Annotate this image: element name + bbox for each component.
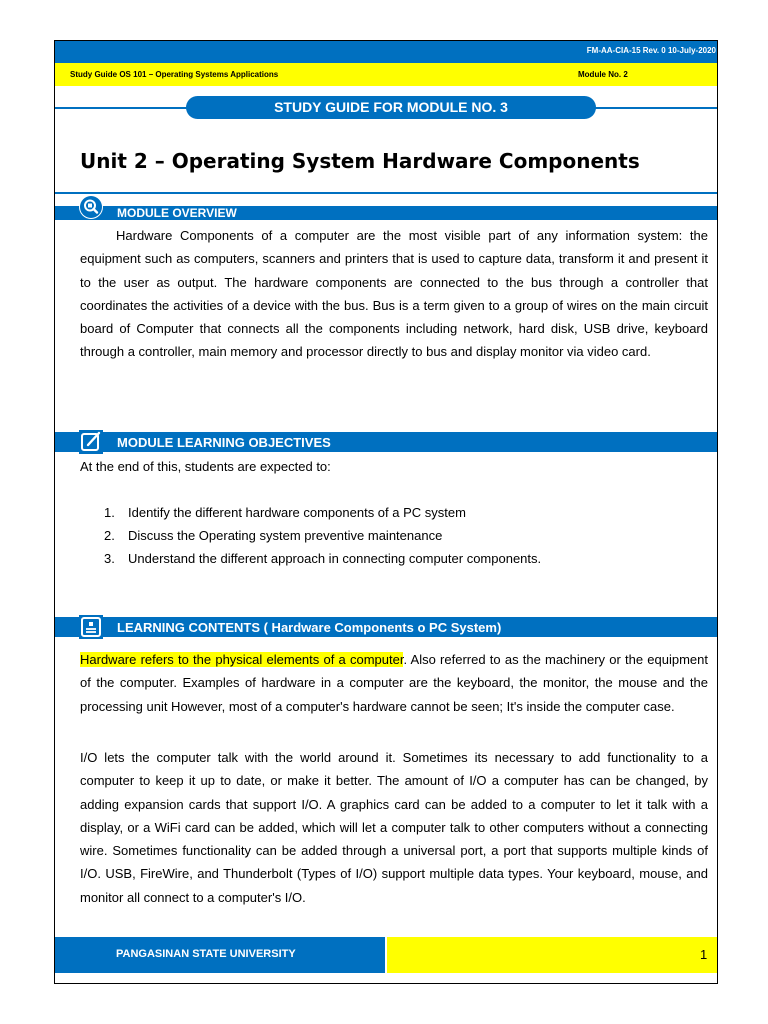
contents-heading: LEARNING CONTENTS ( Hardware Components o PC System) (117, 620, 502, 635)
footer-yellow-band (387, 937, 717, 973)
list-item-text: Discuss the Operating system preventive maintenance (128, 528, 443, 543)
overview-text (80, 224, 708, 364)
form-code: FM-AA-CIA-15 Rev. 0 10-July-2020 (586, 46, 716, 55)
objectives-intro: At the end of this, students are expected to: (80, 459, 331, 474)
title-divider (55, 192, 717, 194)
hardware-paragraph-text: . Also referred to as the machinery or the equipment of the computer. Examples of hardware in a computer are the keyboard, the monitor, the mouse and the processing unit However, most of a computer's hardware cannot be seen; It's inside the computer case. (80, 652, 708, 714)
objectives-list (104, 503, 541, 572)
list-item (104, 549, 541, 572)
highlighted-definition: Hardware refers to the physical elements of a computer (80, 652, 404, 667)
module-number: Module No. 2 (578, 70, 628, 79)
edit-icon (79, 430, 103, 454)
unit-title: Unit 2 – Operating System Hardware Components (80, 149, 640, 173)
magnifier-icon (79, 195, 103, 219)
page-number: 1 (700, 947, 708, 962)
document-icon (79, 615, 103, 639)
list-item-text: Understand the different approach in connecting computer components. (128, 551, 542, 566)
list-item-number: 3. (104, 551, 115, 566)
list-item-text: Identify the different hardware components of a PC system (128, 505, 466, 520)
overview-heading: MODULE OVERVIEW (117, 206, 237, 220)
list-item (104, 526, 541, 549)
objectives-heading: MODULE LEARNING OBJECTIVES (117, 435, 331, 450)
footer-university: PANGASINAN STATE UNIVERSITY (116, 948, 296, 960)
list-item-number: 1. (104, 505, 115, 520)
io-paragraph: I/O lets the computer talk with the world around it. Sometimes its necessary to add functionality to a computer to keep it up to date, or make it better. The amount of I/O a computer has can be changed, by adding expansion cards that support I/O. A graphics card can be added to a computer to let it talk with a display, or a WiFi card can be added, which will let a computer talk to other computers without a connecting wire. Sometimes functionality can be added through a universal port, a port that supports multiple kinds of I/O. USB, FireWire, and Thunderbolt (Types of I/O) support multiple data types. Your keyboard, mouse, and monitor all connect to a computer's I/O. (80, 750, 708, 905)
list-item-number: 2. (104, 528, 115, 543)
overview-body: Hardware Components of a computer are the most visible part of any information system: the equipment such as computers, scanners and printers that is used to capture data, transform it and present it to the user as output. The hardware components are connected to the bus through a controller that coordinates the activities of a device with the bus. Bus is a term given to a group of wires on the main circuit board of Computer that connects all the components including network, hard disk, USB drive, keyboard through a controller, main memory and processor directly to bus and display monitor via video card. (80, 228, 708, 360)
hardware-paragraph (80, 648, 708, 718)
study-guide-banner: STUDY GUIDE FOR MODULE NO. 3 (186, 96, 596, 119)
list-item (104, 503, 541, 526)
study-guide-title: Study Guide OS 101 – Operating Systems Applications (70, 70, 279, 79)
